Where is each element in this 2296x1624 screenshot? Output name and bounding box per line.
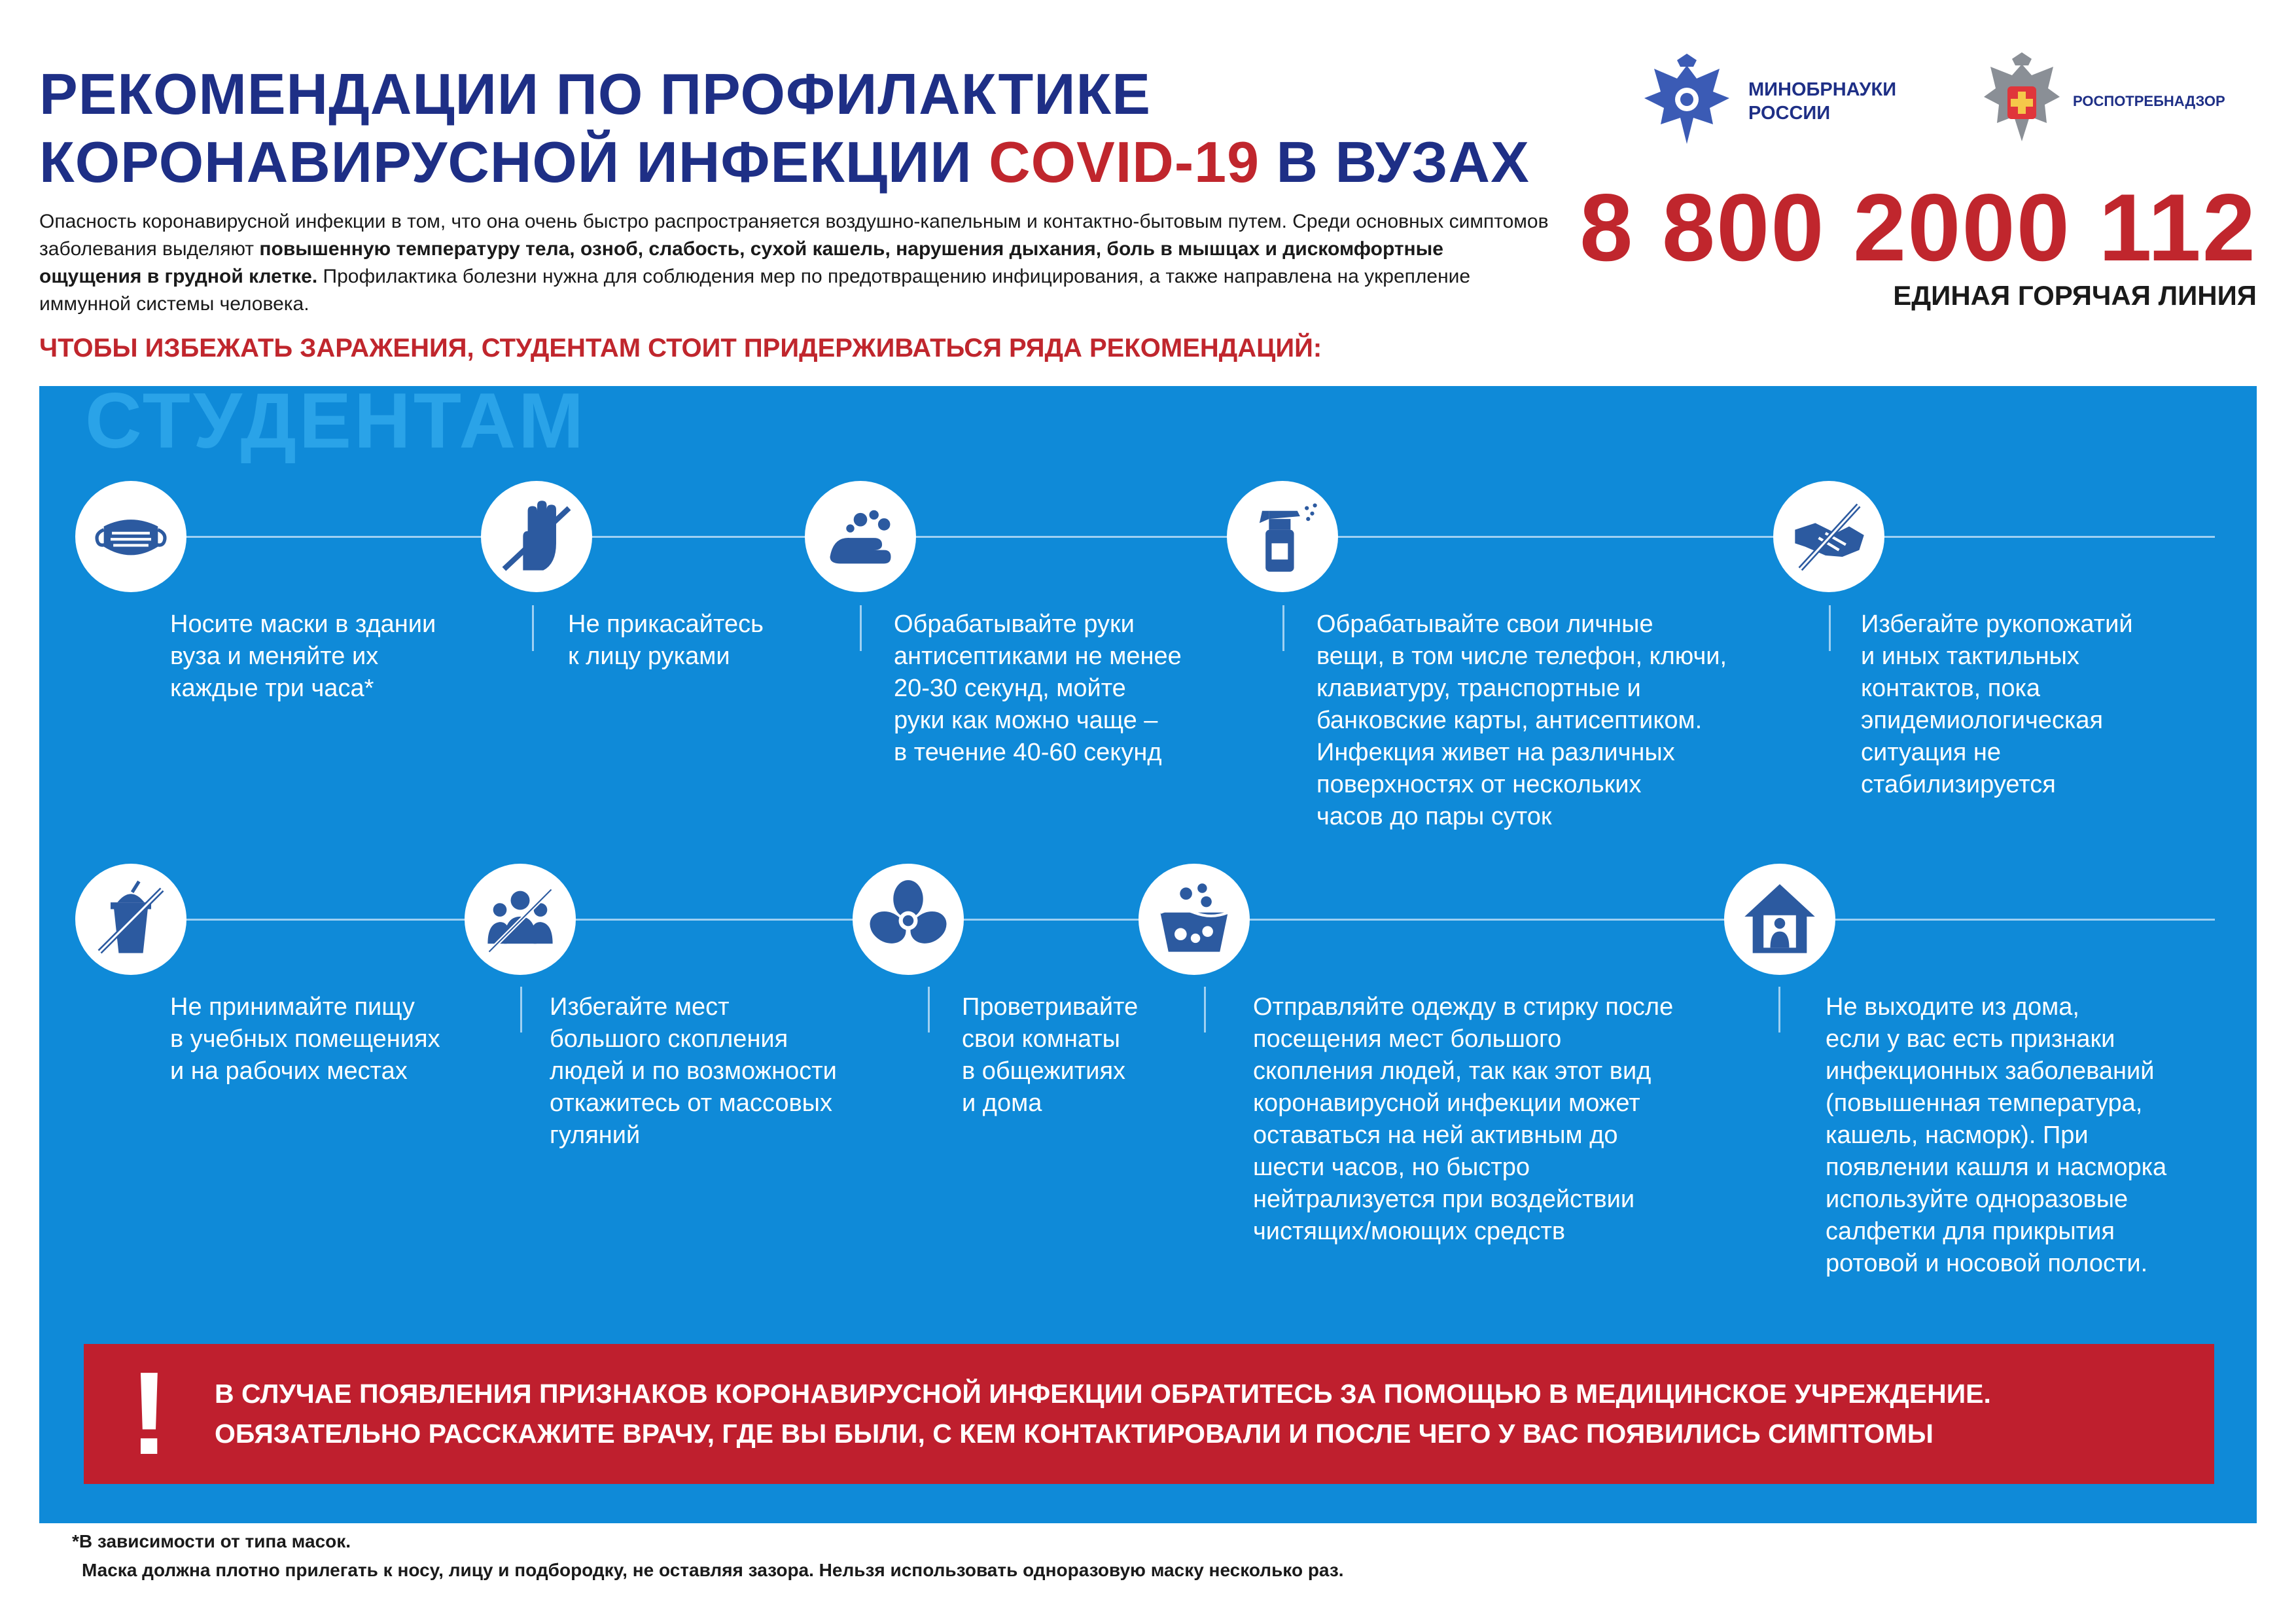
recommendation-icon-6: [75, 864, 186, 975]
intro-text-1: Опасность коронавирусной инфекции в том, что она очень быстро распространяется воздушно-капельным и контактно-бытовым путем. Среди основных симптомов заболевания выделяют: [39, 211, 1549, 260]
intro-symptoms: повышенную температуру тела, озноб, слабость, сухой кашель, нарушения дыхания, боль в мышцах и дискомфортные ощущения в грудной клетке.: [39, 238, 1443, 287]
washing-icon: [1154, 879, 1235, 960]
title-line-1: РЕКОМЕНДАЦИИ ПО ПРОФИЛАКТИКЕ: [39, 62, 1151, 126]
recommendation-icon-7: [465, 864, 576, 975]
recommendation-text-4: Обрабатывайте свои личные вещи, в том числе телефон, ключи, клавиатуру, транспортные и банковские карты, антисептиком. Инфекция живет на различных поверхностях от нескольких часов до пары суток: [1316, 610, 1727, 830]
separator: [860, 605, 862, 651]
recommendation-icon-2: [481, 481, 592, 592]
stay-home-icon: [1739, 879, 1820, 960]
recommendation-text-8: Проветривайте свои комнаты в общежитиях и дома: [962, 993, 1139, 1117]
rospotrebnadzor-emblem-icon: [1983, 52, 2061, 150]
separator: [1778, 987, 1780, 1033]
title-line-2-end: В ВУЗАХ: [1276, 130, 1530, 194]
alert-line-2: ОБЯЗАТЕЛЬНО РАССКАЖИТЕ ВРАЧУ, ГДЕ ВЫ БЫЛИ, С КЕМ КОНТАКТИРОВАЛИ И ПОСЛЕ ЧЕГО У ВАС ПОЯВИЛИСЬ СИМПТОМЫ: [215, 1419, 1934, 1449]
hotline-label: ЕДИНАЯ ГОРЯЧАЯ ЛИНИЯ: [1893, 280, 2257, 311]
recommendation-text-5: Избегайте рукопожатий и иных тактильных контактов, пока эпидемиологическая ситуация не стабилизируется: [1861, 610, 2133, 798]
timeline-row-1: [95, 536, 2215, 538]
spray-bottle-icon: [1242, 496, 1323, 577]
recommendation-text-10: Не выходите из дома, если у вас есть признаки инфекционных заболеваний (повышенная температура, кашель, насморк). При появлении кашля и насморка используйте одноразовые салфетки для прикрытия ротовой и носовой полости.: [1826, 993, 2167, 1277]
recommendation-text-1: Носите маски в здании вуза и меняйте их каждые три часа*: [170, 610, 436, 702]
hand-sanitizer-icon: [820, 496, 901, 577]
recommendation-text-7: Избегайте мест большого скопления людей и по возможности откажитесь от массовых гуляний: [550, 993, 837, 1149]
separator: [1204, 987, 1206, 1033]
separator: [928, 987, 930, 1033]
fan-icon: [868, 879, 949, 960]
alert-banner: [84, 1344, 2214, 1484]
no-crowd-icon: [480, 879, 561, 960]
exclamation-icon: !: [130, 1348, 169, 1479]
separator: [1282, 605, 1284, 651]
recommendation-icon-4: [1227, 481, 1338, 592]
separator: [1829, 605, 1831, 651]
hotline-number: 8 800 2000 112: [1580, 174, 2257, 281]
footnote-line-2: Маска должна плотно прилегать к носу, лицу и подбородку, не оставляя зазора. Нельзя использовать одноразовую маску несколько раз.: [82, 1560, 1344, 1580]
footnote-line-1: *В зависимости от типа масок.: [72, 1531, 351, 1551]
mask-icon: [90, 496, 171, 577]
no-food-icon: [90, 879, 171, 960]
separator: [532, 605, 534, 651]
recommendation-icon-10: [1724, 864, 1835, 975]
recommendation-icon-3: [805, 481, 916, 592]
minobrnauki-logo: [1641, 52, 1896, 150]
recommendation-icon-5: [1773, 481, 1884, 592]
intro-text-2: Профилактика болезни нужна для соблюдения мер по предотвращению инфицирования, а также направлена на укрепление иммунной системы человека.: [39, 266, 1471, 315]
title-line-2: КОРОНАВИРУСНОЙ ИНФЕКЦИИ: [39, 130, 972, 194]
minobrnauki-name-2: РОССИИ: [1748, 103, 1831, 124]
page-title: [39, 60, 1530, 196]
recommendation-text-9: Отправляйте одежду в стирку после посещения мест большого скопления людей, так как этот вид коронавирусной инфекции может оставаться на ней активным до шести часов, но быстро нейтрализуется при воздействии чистящих/моющих средств: [1253, 993, 1674, 1245]
recommendation-icon-9: [1139, 864, 1250, 975]
minobrnauki-name-1: МИНОБРНАУКИ: [1748, 79, 1897, 100]
intro-paragraph: [39, 208, 1551, 318]
alert-line-1: В СЛУЧАЕ ПОЯВЛЕНИЯ ПРИЗНАКОВ КОРОНАВИРУСНОЙ ИНФЕКЦИИ ОБРАТИТЕСЬ ЗА ПОМОЩЬЮ В МЕДИЦИНСКОЕ УЧРЕЖДЕНИЕ.: [215, 1379, 1991, 1409]
recommendation-icon-8: [853, 864, 964, 975]
separator: [520, 987, 522, 1033]
recommendation-text-3: Обрабатывайте руки антисептиками не менее 20-30 секунд, мойте руки как можно чаще – в течение 40-60 секунд: [894, 610, 1182, 766]
recommendation-text-6: Не принимайте пищу в учебных помещениях и на рабочих местах: [170, 993, 440, 1085]
recommendation-text-2: Не прикасайтесь к лицу руками: [568, 610, 764, 670]
no-face-touch-icon: [496, 496, 577, 577]
no-handshake-icon: [1788, 496, 1869, 577]
rospotrebnadzor-name: РОСПОТРЕБНАДЗОР: [2073, 93, 2225, 109]
section-subheading: ЧТОБЫ ИЗБЕЖАТЬ ЗАРАЖЕНИЯ, СТУДЕНТАМ СТОИТ ПРИДЕРЖИВАТЬСЯ РЯДА РЕКОМЕНДАЦИЙ:: [39, 334, 1322, 362]
alert-text: [215, 1374, 1991, 1454]
panel-watermark: СТУДЕНТАМ: [85, 386, 587, 465]
title-covid: COVID-19: [989, 130, 1260, 194]
eagle-emblem-icon: [1641, 52, 1733, 150]
recommendation-icon-1: [75, 481, 186, 592]
recommendations-panel: [39, 386, 2257, 1523]
rospotrebnadzor-logo: [1983, 52, 2225, 150]
